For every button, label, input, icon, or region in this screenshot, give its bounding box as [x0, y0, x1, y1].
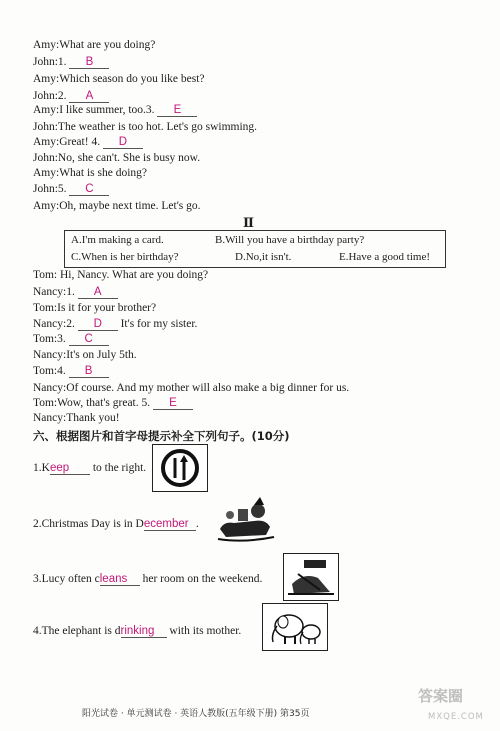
dialogue-line: Nancy:Thank you! — [33, 412, 120, 424]
options-box — [64, 230, 446, 268]
dialogue-line: Amy:What is she doing? — [33, 167, 148, 179]
dialogue-line: Tom: Hi, Nancy. What are you doing? — [33, 269, 209, 281]
watermark-url: MXQE.COM — [428, 712, 484, 722]
fill-sentence-3: 3.Lucy often cleans her room on the weekend. — [33, 573, 263, 585]
dialogue-line: Amy:Which season do you like best? — [33, 73, 205, 85]
option-c: C.When is her birthday? — [71, 251, 179, 263]
answer-blank: B — [69, 365, 109, 378]
dialogue-line: Tom:Wow, that's great. 5. E — [33, 396, 193, 410]
dialogue-line: John:No, she can't. She is busy now. — [33, 152, 201, 164]
dialogue-line: John:1. B — [33, 55, 109, 69]
dialogue-line: John:The weather is too hot. Let's go swimming. — [33, 121, 258, 133]
answer-blank: rinking — [121, 625, 167, 638]
section-numeral: Ⅱ — [243, 215, 254, 230]
dialogue-line: John:5. C — [33, 182, 109, 196]
keep-right-sign-picture — [152, 444, 208, 492]
dialogue-line: Amy:I like summer, too.3. E — [33, 103, 197, 117]
dialogue-line: Amy:Oh, maybe next time. Let's go. — [33, 200, 201, 212]
dialogue-line: Tom:3. C — [33, 332, 109, 346]
option-e: E.Have a good time! — [339, 251, 431, 263]
answer-blank: E — [153, 397, 193, 410]
dialogue-line: Tom:Is it for your brother? — [33, 302, 157, 314]
dialogue-line: Amy:Great! 4. D — [33, 135, 143, 149]
fill-sentence-1: 1.Keep to the right. — [33, 462, 147, 474]
dialogue-line: Nancy:2. D It's for my sister. — [33, 318, 198, 330]
answer-blank: E — [157, 104, 197, 117]
option-d: D.No,it isn't. — [235, 251, 292, 263]
option-b: B.Will you have a birthday party? — [215, 234, 365, 246]
answer-blank: B — [69, 56, 109, 69]
watermark-logo: 答案圈 — [418, 687, 464, 705]
answer-blank: C — [69, 183, 109, 196]
section-6-title: 六、根据图片和首字母提示补全下列句子。(10分) — [33, 429, 290, 443]
option-a: A.I'm making a card. — [71, 234, 164, 246]
answer-blank: A — [69, 90, 109, 103]
answer-blank: leans — [100, 573, 140, 586]
answer-blank: D — [78, 318, 118, 331]
answer-blank: D — [103, 136, 143, 149]
cleaning-room-picture — [283, 553, 339, 601]
answer-blank: A — [78, 286, 118, 299]
answer-blank: eep — [50, 462, 90, 475]
dialogue-line: Tom:4. B — [33, 364, 109, 378]
elephant-picture — [262, 603, 328, 651]
dialogue-line: Nancy:Of course. And my mother will also make a big dinner for us. — [33, 382, 350, 394]
christmas-sleigh-picture — [214, 495, 278, 545]
page-footer: 阳光试卷 · 单元测试卷 · 英语人教版(五年级下册) 第35页 — [82, 709, 310, 719]
dialogue-line: Amy:What are you doing? — [33, 39, 156, 51]
answer-blank: C — [69, 333, 109, 346]
fill-sentence-4: 4.The elephant is drinking with its mother. — [33, 625, 242, 637]
dialogue-line: John:2. A — [33, 89, 109, 103]
dialogue-line: Nancy:1. A — [33, 285, 118, 299]
dialogue-line: Nancy:It's on July 5th. — [33, 349, 137, 361]
answer-blank: ecember — [144, 518, 196, 531]
fill-sentence-2: 2.Christmas Day is in December . — [33, 518, 199, 530]
